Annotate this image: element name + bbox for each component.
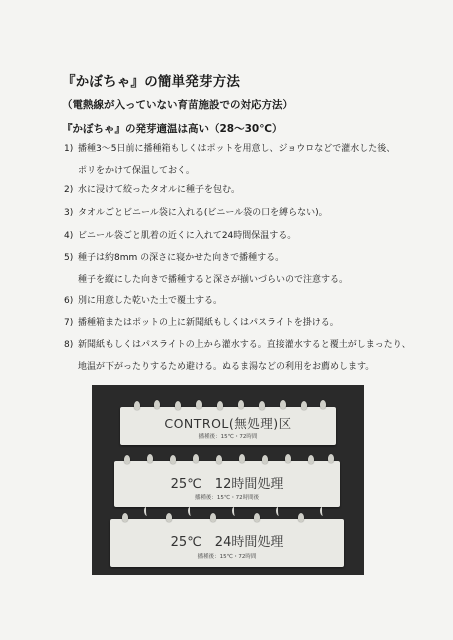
seed — [175, 401, 181, 410]
24h-board — [110, 519, 344, 567]
step-3 — [64, 208, 328, 219]
seed — [254, 513, 260, 522]
seed — [308, 455, 314, 464]
step-5 — [64, 253, 284, 264]
step-4 — [64, 231, 296, 242]
germination-photo — [92, 385, 364, 575]
step-1 — [64, 144, 395, 155]
seed — [122, 513, 128, 522]
seed — [328, 454, 334, 463]
step-text: タオルごとビニール袋に入れる(ビニール袋の口を縛らない)。 — [78, 208, 328, 218]
step-number: 6) — [64, 296, 74, 306]
board-sublabel: 播種後：15℃・72時間 — [198, 434, 258, 440]
seed — [239, 454, 245, 463]
step-text: 播種3〜5日前に播種箱もしくはポットを用意し、ジョウロなどで灌水した後、 — [78, 144, 396, 154]
seed — [280, 400, 286, 409]
section-heading: 『かぼちゃ』の発芽適温は高い（28〜30℃） — [62, 123, 283, 135]
step-number: 7) — [64, 318, 74, 328]
seed — [210, 513, 216, 522]
seed — [262, 455, 268, 464]
seed — [301, 401, 307, 410]
board-label: CONTROL(無処理)区 — [164, 416, 292, 431]
seed — [196, 400, 202, 409]
step-number: 3) — [64, 208, 74, 218]
control-board — [120, 407, 336, 445]
step-number: 8) — [64, 340, 74, 350]
board-label: 25℃ 12時間処理 — [170, 477, 284, 492]
step-number: 1) — [64, 144, 74, 154]
seed — [147, 454, 153, 463]
step-text: ビニール袋ごと肌着の近くに入れて24時間保温する。 — [78, 231, 297, 241]
document-subtitle: （電熱線が入っていない育苗施設での対応方法） — [62, 99, 293, 111]
12h-board — [114, 461, 340, 507]
seed — [238, 400, 244, 409]
seed — [298, 513, 304, 522]
seed — [124, 455, 130, 464]
step-number: 4) — [64, 231, 74, 241]
sprout — [276, 507, 281, 516]
seed — [216, 455, 222, 464]
step-1-continuation: ポリをかけて保温しておく。 — [78, 166, 195, 176]
seed — [320, 400, 326, 409]
step-text: 種子は約8mm の深さに寝かせた向きで播種する。 — [78, 253, 285, 263]
step-number: 5) — [64, 253, 74, 263]
seed — [285, 454, 291, 463]
step-text: 新聞紙もしくはパスライトの上から灌水する。直接灌水すると覆土がしまったり、 — [78, 340, 411, 350]
board-sublabel: 播種後：15℃・72時間 — [197, 554, 257, 560]
sprout — [144, 507, 149, 516]
sprout — [188, 507, 193, 516]
step-2 — [64, 185, 240, 196]
seed — [154, 400, 160, 409]
step-8 — [64, 340, 411, 351]
step-number: 2) — [64, 185, 74, 195]
board-label: 25℃ 24時間処理 — [170, 535, 284, 550]
step-7 — [64, 318, 339, 329]
step-text: 別に用意した乾いた土で覆土する。 — [78, 296, 223, 306]
step-text: 播種箱またはポットの上に新聞紙もしくはパスライトを掛ける。 — [78, 318, 339, 328]
seed — [259, 401, 265, 410]
document-title: 『かぼちゃ』の簡単発芽方法 — [62, 74, 241, 90]
seed — [166, 513, 172, 522]
sprout — [320, 507, 325, 516]
step-text: 水に浸けて絞ったタオルに種子を包む。 — [78, 185, 241, 195]
seed — [217, 401, 223, 410]
seed — [193, 454, 199, 463]
seed — [170, 455, 176, 464]
board-sublabel: 播種後：15℃・72時間後 — [194, 495, 260, 501]
step-5-continuation: 種子を縦にした向きで播種すると深さが揃いづらいので注意する。 — [78, 275, 349, 285]
seed — [134, 401, 140, 410]
step-8-continuation: 地温が下がったりするため避ける。ぬるま湯などの利用をお薦めします。 — [78, 362, 375, 372]
step-6 — [64, 296, 222, 307]
sprout — [232, 507, 237, 516]
